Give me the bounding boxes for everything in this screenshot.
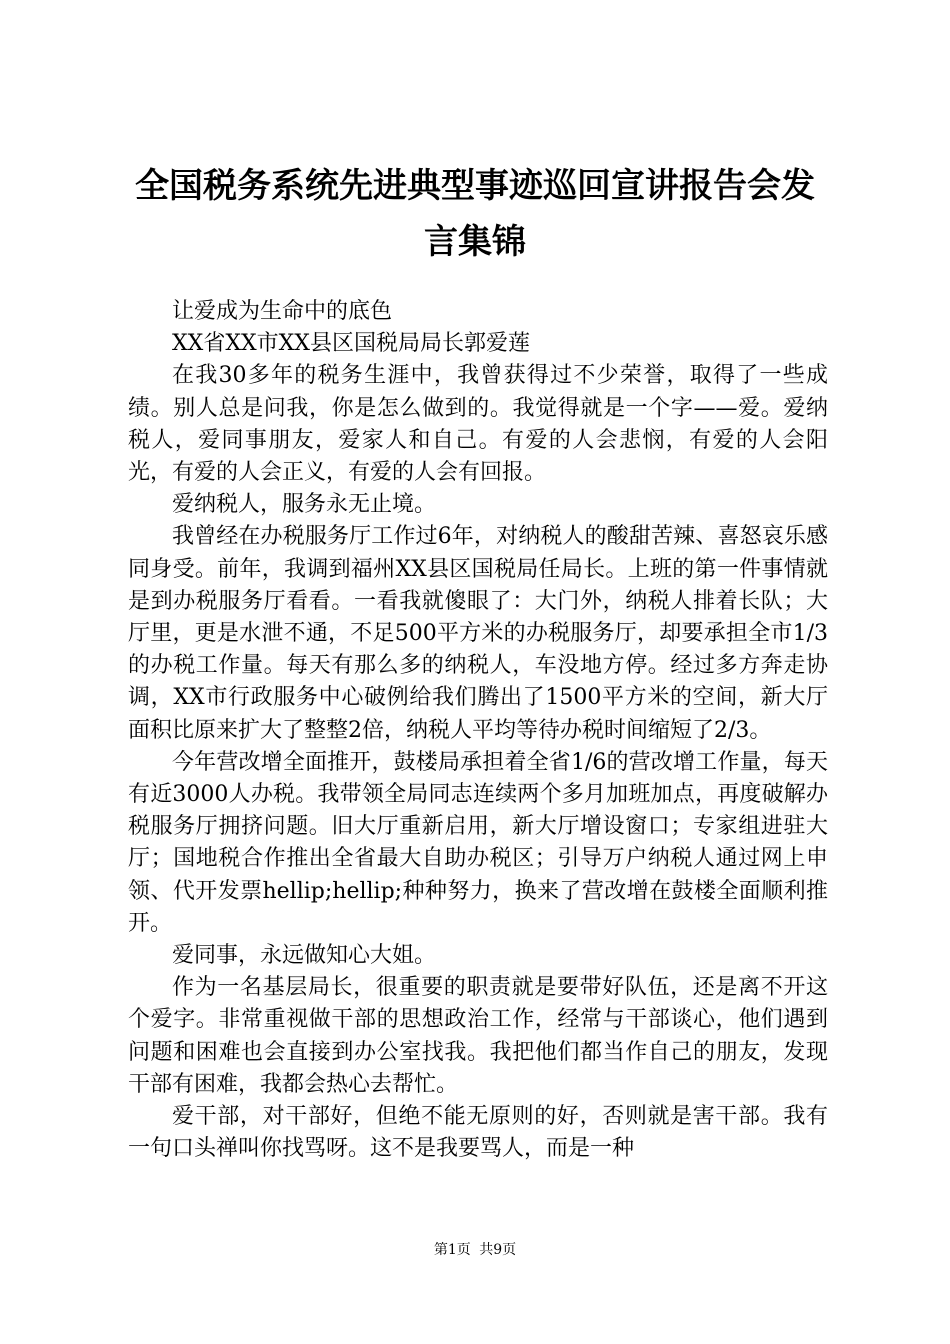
page-total: 共9页 <box>479 1242 517 1258</box>
speaker-line: XX省XX市XX县区国税局局长郭爱莲 <box>172 331 530 357</box>
paragraph: 爱干部，对干部好，但绝不能无原则的好，否则就是害干部。我有一句口头禅叫你找骂呀。这不是我要骂人，而是一种 <box>128 1104 828 1162</box>
document-body <box>128 296 828 1165</box>
paragraph: 今年营改增全面推开，鼓楼局承担着全省1/6的营改增工作量，每天有近3000人办税。我带领全局同志连续两个多月加班加点，再度破解办税服务厅拥挤问题。旧大厅重新启用，新大厅增设窗口；专家组进驻大厅；国地税合作推出全省最大自助办税区；引导万户纳税人通过网上申领、代开发票hellip;hellip;种种努力，换来了营改增在鼓楼全面顺利推开。 <box>128 749 828 936</box>
document-title: 全国税务系统先进典型事迹巡回宣讲报告会发言集锦 <box>135 166 815 262</box>
speech-heading: 让爱成为生命中的底色 <box>172 299 393 324</box>
section-subheading: 爱纳税人，服务永无止境。 <box>172 492 437 518</box>
page-number: 第1页 <box>433 1242 471 1258</box>
section-subheading: 爱同事，永远做知心大姐。 <box>172 943 437 969</box>
page-footer <box>0 1240 950 1260</box>
paragraph: 我曾经在办税服务厅工作过6年，对纳税人的酸甜苦辣、喜怒哀乐感同身受。前年，我调到福州XX县区国税局任局长。上班的第一件事情就是到办税服务厅看看。一看我就傻眼了：大门外，纳税人排着长队；大厅里，更是水泄不通，不足500平方米的办税服务厅，却要承担全市1/3的办税工作量。每天有那么多的纳税人，车没地方停。经过多方奔走协调，XX市行政服务中心破例给我们腾出了1500平方米的空间，新大厅面积比原来扩大了整整2倍，纳税人平均等待办税时间缩短了2/3。 <box>128 524 828 743</box>
paragraph: 作为一名基层局长，很重要的职责就是要带好队伍，还是离不开这个爱字。非常重视做干部的思想政治工作，经常与干部谈心，他们遇到问题和困难也会直接到办公室找我。我把他们都当作自己的朋友，发现干部有困难，我都会热心去帮忙。 <box>128 975 828 1097</box>
paragraph: 在我30多年的税务生涯中，我曾获得过不少荣誉，取得了一些成绩。别人总是问我，你是怎么做到的。我觉得就是一个字——爱。爱纳税人，爱同事朋友，爱家人和自己。有爱的人会悲悯，有爱的人会阳光，有爱的人会正义，有爱的人会有回报。 <box>128 363 828 486</box>
